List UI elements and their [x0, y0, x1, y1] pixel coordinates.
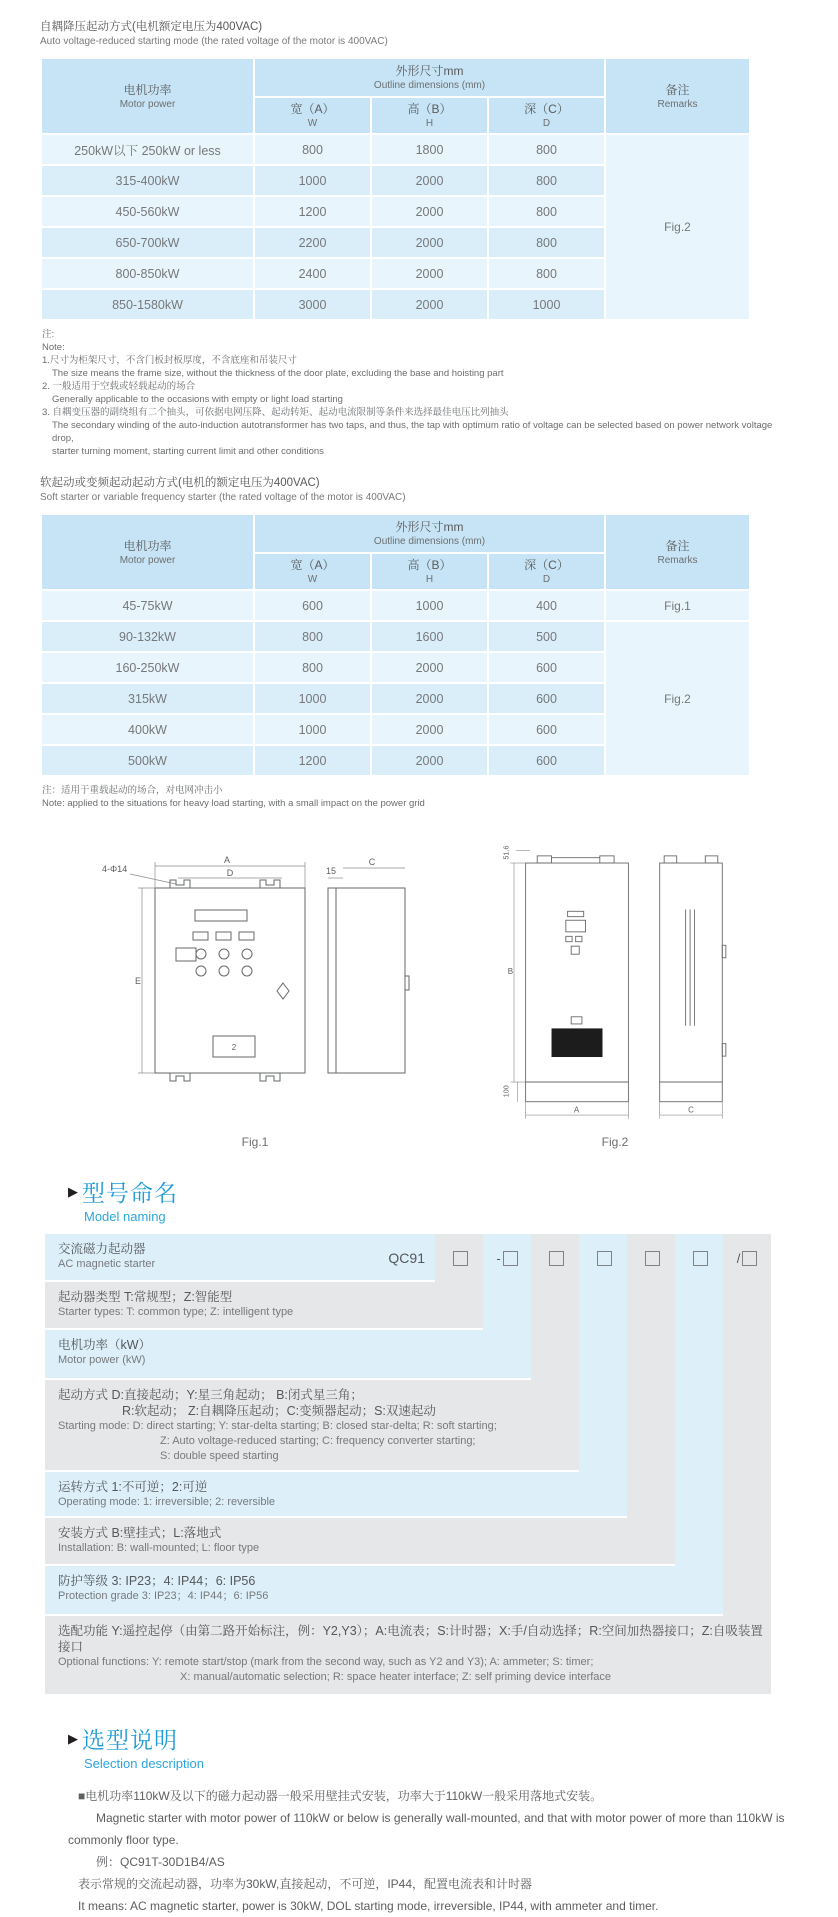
d-cell: 600: [489, 684, 604, 713]
code-cell: -: [483, 1234, 531, 1282]
svg-text:4-Φ14: 4-Φ14: [102, 864, 128, 874]
triangle-bullet-icon: ▶: [68, 1183, 78, 1199]
fig2-caption: Fig.2: [601, 1135, 629, 1149]
fig2-drawing: [470, 838, 760, 1133]
section-title-zh: 软起动或变频起动起动方式(电机的额定电压为400VAC): [40, 477, 320, 489]
naming-row-operating-mode: 运转方式 1:不可逆；2:可逆 Operating mode: 1: irreversible; 2: reversible: [45, 1472, 627, 1518]
note-line: 注:: [42, 329, 55, 340]
note-line: 2. 一般适用于空载或轻载起动的场合: [42, 381, 196, 392]
w-cell: 600: [255, 591, 370, 620]
code-cell: [675, 1234, 723, 1282]
svg-text:B: B: [507, 966, 514, 976]
selection-body: [68, 1785, 838, 1917]
power-cell: 315kW: [42, 684, 253, 713]
h-cell: 2000: [372, 290, 487, 319]
code-box-icon: [693, 1251, 708, 1266]
svg-text:C: C: [368, 857, 376, 867]
col-outline-dimensions: 外形尺寸mm Outline dimensions (mm): [255, 59, 604, 96]
power-cell: 650-700kW: [42, 228, 253, 257]
heading-zh: 选型说明: [82, 1727, 178, 1753]
d-cell: 400: [489, 591, 604, 620]
section-title-en: Soft starter or variable frequency starter (the rated voltage of the motor is 400VAC): [40, 492, 406, 503]
table-row: [42, 135, 749, 164]
w-cell: 800: [255, 135, 370, 164]
code-box-icon: [645, 1251, 660, 1266]
note-line: 3. 自耦变压器的副绕组有二个抽头，可依据电网压降、起动转矩、起动电流限制等条件来选择最佳电压比列抽头: [42, 407, 509, 418]
d-cell: 600: [489, 746, 604, 775]
note-line: Generally applicable to the occasions with empty or light load starting: [52, 394, 343, 405]
fig2-block: [470, 838, 760, 1149]
soft-dimensions-table: [40, 513, 751, 777]
naming-row-starting-mode: 起动方式 D:直接起动；Y:星三角起动； B:闭式星三角； R:软起动； Z:自耦降压起动；C:变频器起动；S:双速起动 Starting mode: D: direct starting; Y: star-delta starting; B: closed star-delta; R: soft starting; Z: Auto voltage-reduced starting; C: frequency converter starting; S: double speed starting: [45, 1380, 579, 1472]
heading-zh: 型号命名: [82, 1180, 178, 1206]
h-cell: 2000: [372, 715, 487, 744]
col-motor-power: 电机功率 Motor power: [42, 515, 253, 589]
d-cell: 1000: [489, 290, 604, 319]
code-stripe: [675, 1234, 723, 1616]
code-box-icon: [453, 1251, 468, 1266]
section-title-en: Auto voltage-reduced starting mode (the rated voltage of the motor is 400VAC): [40, 36, 388, 47]
col-height: 高（B） H: [372, 554, 487, 589]
svg-text:100: 100: [502, 1085, 511, 1098]
model-prefix: QC91: [388, 1250, 425, 1266]
w-cell: 1000: [255, 715, 370, 744]
power-cell: 45-75kW: [42, 591, 253, 620]
note-line: The size means the frame size, without the thickness of the door plate, excluding the base and hoisting part: [52, 368, 504, 379]
code-cell: /: [723, 1234, 771, 1282]
col-height: 高（B） H: [372, 98, 487, 133]
note-line: 1.尺寸为柜架尺寸，不含门板封板厚度，不含底座和吊装尺寸: [42, 355, 297, 366]
col-depth: 深（C） D: [489, 554, 604, 589]
h-cell: 2000: [372, 197, 487, 226]
code-box-icon: [742, 1251, 757, 1266]
d-cell: 600: [489, 715, 604, 744]
power-cell: 250kW以下 250kW or less: [42, 135, 253, 164]
code-box-icon: [597, 1251, 612, 1266]
col-width: 宽（A） W: [255, 554, 370, 589]
naming-row-power: 电机功率（kW） Motor power (kW): [45, 1330, 531, 1380]
code-cell: [579, 1234, 627, 1282]
selection-line: 表示常规的交流起动器，功率为30kW,直接起动，不可逆，IP44，配置电流表和计时器: [78, 1877, 533, 1891]
selection-line: ■电机功率110kW及以下的磁力起动器一般采用壁挂式安装，功率大于110kW一般采用落地式安装。: [78, 1789, 603, 1803]
h-cell: 2000: [372, 684, 487, 713]
naming-row-installation: 安装方式 B:壁挂式；L:落地式 Installation: B: wall-mounted; L: floor type: [45, 1518, 675, 1566]
selection-line: 例：QC91T-30D1B4/AS: [96, 1855, 225, 1869]
h-cell: 2000: [372, 166, 487, 195]
model-naming-heading: [68, 1175, 790, 1224]
d-cell: 600: [489, 653, 604, 682]
h-cell: 2000: [372, 259, 487, 288]
section-soft: [40, 476, 790, 810]
section-auto: [40, 20, 790, 458]
w-cell: 800: [255, 653, 370, 682]
power-cell: 160-250kW: [42, 653, 253, 682]
soft-notes: [42, 784, 790, 810]
naming-row-starter: 交流磁力起动器 AC magnetic starter: [45, 1234, 435, 1282]
power-cell: 850-1580kW: [42, 290, 253, 319]
w-cell: 3000: [255, 290, 370, 319]
h-cell: 1000: [372, 591, 487, 620]
fig1-block: [100, 838, 410, 1149]
h-cell: 1600: [372, 622, 487, 651]
power-cell: 90-132kW: [42, 622, 253, 651]
code-box-icon: [549, 1251, 564, 1266]
table-row: [42, 622, 749, 651]
model-code-boxes: [435, 1234, 771, 1282]
h-cell: 2000: [372, 228, 487, 257]
naming-row-optional: 选配功能 Y:遥控起停（由第二路开始标注，例：Y2,Y3）；A:电流表；S:计时器；X:手/自动选择；R:空间加热器接口；Z:自吸装置接口 Optional functions: Y: remote start/stop (mark from the second way, such as Y2 and Y3); A: ammeter; S: timer; X: manual/automatic selection; R: space heater interface; Z: self priming device interface: [45, 1616, 771, 1696]
d-cell: 800: [489, 259, 604, 288]
d-cell: 800: [489, 166, 604, 195]
note-line: 注：适用于重载起动的场合，对电网冲击小: [42, 785, 223, 796]
h-cell: 1800: [372, 135, 487, 164]
selection-line: It means: AC magnetic starter, power is 30kW, DOL starting mode, irreversible, IP44, with ammeter and timer.: [78, 1899, 659, 1913]
fig1-drawing: [100, 838, 410, 1133]
code-cell: [627, 1234, 675, 1282]
col-width: 宽（A） W: [255, 98, 370, 133]
col-motor-power: 电机功率 Motor power: [42, 59, 253, 133]
col-remarks: 备注 Remarks: [606, 515, 749, 589]
section-title-zh: 自耦降压起动方式(电机额定电压为400VAC): [40, 21, 263, 33]
note-line: Note:: [42, 342, 65, 353]
svg-text:51.6: 51.6: [502, 845, 511, 860]
svg-text:A: A: [573, 1105, 580, 1115]
svg-text:15: 15: [326, 866, 337, 876]
d-cell: 800: [489, 135, 604, 164]
fig1-caption: Fig.1: [241, 1135, 269, 1149]
col-remarks: 备注 Remarks: [606, 59, 749, 133]
d-cell: 800: [489, 228, 604, 257]
w-cell: 2400: [255, 259, 370, 288]
note-line: Note: applied to the situations for heavy load starting, with a small impact on the power grid: [42, 798, 425, 809]
note-line: starter turning moment, starting current limit and other conditions: [52, 446, 324, 457]
svg-text:2: 2: [231, 1043, 237, 1052]
note-line: The secondary winding of the auto-induction autotransformer has two taps, and thus, the tap with optimum ratio of voltage can be selected based on power network voltage drop,: [52, 420, 773, 444]
naming-row-type: 起动器类型 T:常规型；Z:智能型 Starter types: T: common type; Z: intelligent type: [45, 1282, 483, 1330]
auto-notes: [42, 328, 790, 458]
w-cell: 2200: [255, 228, 370, 257]
w-cell: 1000: [255, 166, 370, 195]
figures-row: [100, 838, 790, 1149]
power-cell: 500kW: [42, 746, 253, 775]
power-cell: 315-400kW: [42, 166, 253, 195]
code-stripe: [627, 1234, 675, 1566]
model-naming-table: [45, 1234, 771, 1696]
remark-cell: Fig.2: [606, 135, 749, 319]
d-cell: 800: [489, 197, 604, 226]
w-cell: 1200: [255, 746, 370, 775]
w-cell: 1200: [255, 197, 370, 226]
selection-line: commonly floor type.: [68, 1833, 179, 1847]
selection-line: Magnetic starter with motor power of 110kW or below is generally wall-mounted, and that with motor power of more than 110kW is: [96, 1811, 785, 1825]
selection-heading: [68, 1722, 790, 1771]
naming-row-protection: 防护等级 3: IP23；4: IP44；6: IP56 Protection grade 3: IP23；4: IP44；6: IP56: [45, 1566, 723, 1616]
auto-dimensions-table: [40, 57, 751, 321]
power-cell: 400kW: [42, 715, 253, 744]
code-cell: [531, 1234, 579, 1282]
col-outline-dimensions: 外形尺寸mm Outline dimensions (mm): [255, 515, 604, 552]
power-cell: 800-850kW: [42, 259, 253, 288]
table-row: [42, 591, 749, 620]
code-box-icon: [503, 1251, 518, 1266]
code-cell: [435, 1234, 483, 1282]
heading-en: Selection description: [84, 1756, 204, 1771]
w-cell: 800: [255, 622, 370, 651]
power-cell: 450-560kW: [42, 197, 253, 226]
svg-text:A: A: [223, 855, 231, 865]
svg-text:C: C: [688, 1105, 694, 1115]
col-depth: 深（C） D: [489, 98, 604, 133]
svg-text:E: E: [134, 976, 142, 986]
h-cell: 2000: [372, 746, 487, 775]
h-cell: 2000: [372, 653, 487, 682]
remark-cell: Fig.1: [606, 591, 749, 620]
svg-text:D: D: [226, 868, 234, 878]
triangle-bullet-icon: ▶: [68, 1730, 78, 1746]
heading-en: Model naming: [84, 1209, 166, 1224]
w-cell: 1000: [255, 684, 370, 713]
d-cell: 500: [489, 622, 604, 651]
remark-cell: Fig.2: [606, 622, 749, 775]
